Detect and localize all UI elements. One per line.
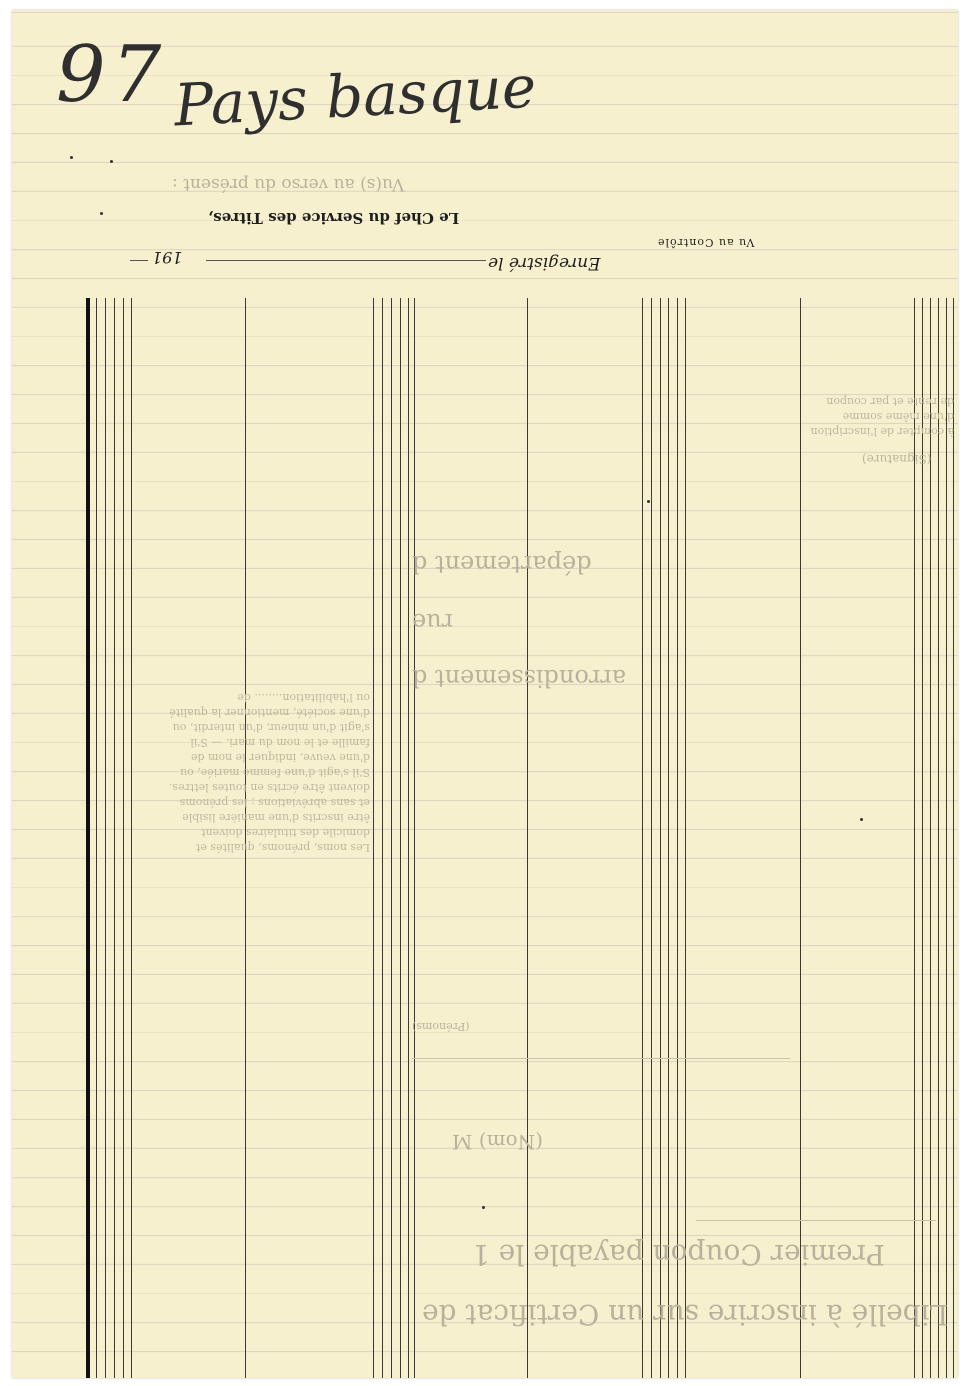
column-rule [527,298,528,1378]
column-rule [660,298,661,1378]
bleed-coupon: Premier Coupon payable le 1 [472,1238,885,1271]
column-rule [400,298,401,1378]
column-rule [677,298,678,1378]
year-dash [130,260,148,261]
year-label: 191 [152,248,183,267]
column-rule [668,298,669,1378]
bleed-para-line: être inscrits d'une manière lisible [182,811,370,824]
bleed-side-note [810,394,954,439]
enregistre-label: Enregistré le [488,253,601,273]
bleed-para-line: ou l'habilitation........ de [237,691,370,704]
bleed-rule [412,1058,790,1059]
column-rule [946,298,947,1378]
bleed-text-top: Vu(s) au verso du présent : [172,174,405,194]
bleed-prenoms: (Prénoms) [412,1020,470,1033]
column-rule [642,298,643,1378]
bleed-para-line: famille et le nom du mari. — S'il [190,736,370,749]
column-rule [382,298,383,1378]
ink-dot [70,156,73,159]
ink-dot [860,818,863,821]
bleed-side-line: de rente et par coupon [826,395,954,408]
column-rule [685,298,686,1378]
column-rule [953,298,954,1378]
chief-label: Le Chef du Service des Titres, [208,209,460,227]
bleed-departement: département d [412,550,592,578]
bleed-rule [696,1220,936,1221]
column-rule [373,298,374,1378]
controle-label: Vu au Contrôle [657,236,755,249]
ink-dot [100,212,103,215]
bleed-para-line: d'une société, mentionner la qualité [169,706,370,719]
bleed-para-line: S'il s'agit d'une femme mariée, ou [180,766,370,779]
bleed-para-line: domicile des titulaires doivent [201,826,370,839]
bleed-libelle: Libellé à inscrire sur un Certificat de [422,1298,949,1331]
bleed-para-line: doivent être écrits en toutes lettres. [168,781,370,794]
column-rule [938,298,939,1378]
column-rule [651,298,652,1378]
bleed-paragraph [90,690,370,855]
bleed-para-line: d'une veuve, indiquer le nom de [190,751,370,764]
ink-dot [110,160,113,163]
bleed-arrondissement: arrondissement d [412,664,627,692]
ink-dot [647,500,650,503]
column-rule [414,298,415,1378]
handwritten-number: 97 [56,30,168,120]
bleed-nom: (Nom) M [452,1130,543,1154]
bleed-para-line: s'agit d'un mineur, d'un interdit, ou [172,721,370,734]
ink-dot [482,1206,485,1209]
form-sheet [12,10,958,1378]
date-rule [206,260,486,261]
column-rule [391,298,392,1378]
bleed-rue: rue [412,608,454,636]
column-rule [408,298,409,1378]
bleed-side-line: d'une même somme [842,410,954,423]
bleed-para-line: Les noms, prénoms, qualités et [195,841,370,854]
bleed-para-line: et sans abréviations ; les prénoms [179,796,370,809]
bleed-signature: (Signature) [862,452,932,466]
column-rule [800,298,801,1378]
handwritten-place: Pays basque [172,52,538,140]
bleed-side-line: à compter de l'inscription [810,425,954,438]
